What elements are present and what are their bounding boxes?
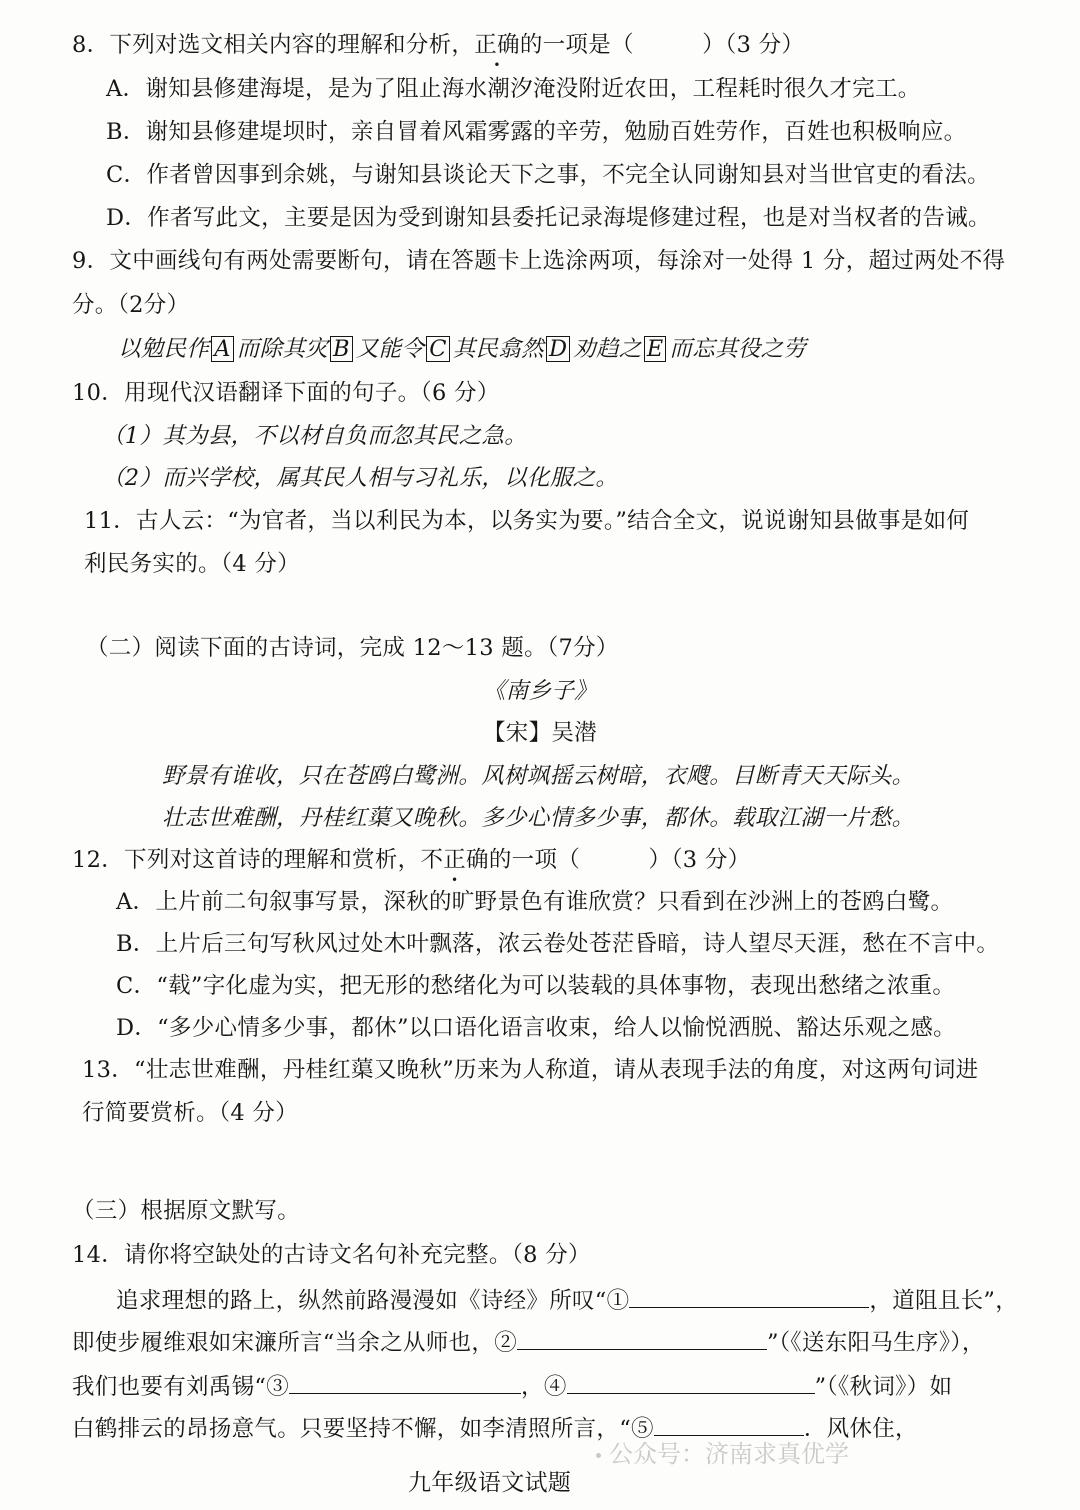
q14-line-1: 追求理想的路上，纵然前路漫漫如《诗经》所叹“① ，道阻且长”， [116, 1285, 1018, 1316]
q12-stem: 12．下列对这首诗的理解和赏析，不正确的一项（ ）（3 分） [72, 847, 751, 873]
q9-stem-line1: 9．文中画线句有两处需要断句，请在答题卡上选涂两项，每涂对一处得 1 分，超过两处不得 [72, 248, 1006, 274]
q12-option-d: D．“多少心情多少事，都休”以口语化语言收束，给人以愉悦洒脱、豁达乐观之感。 [116, 1015, 956, 1041]
q14-line-2: 即使步履维艰如宋濂所言“当余之从师也，② ”（《送东阳马生序》）， [72, 1327, 985, 1358]
q9-choice-a[interactable]: A [211, 336, 234, 362]
q9-choice-b[interactable]: B [330, 336, 353, 362]
q8-stem: 8．下列对选文相关内容的理解和分析，正确的一项是（ ）（3 分） [72, 32, 805, 58]
q8-emphasis: 正确 [474, 32, 520, 58]
watermark: 公众号：济南求真优学 [596, 1434, 849, 1469]
blank-2[interactable] [517, 1327, 767, 1350]
q8-option-c: C．作者曾因事到余姚，与谢知县谈论天下之事，不完全认同谢知县对当世官吏的看法。 [106, 162, 990, 188]
poem-title: 《南乡子》 [482, 678, 597, 704]
q11-stem-line2: 利民务实的。（4 分） [84, 551, 301, 577]
q12-emphasis: 不正确 [420, 847, 489, 873]
q14-stem: 14．请你将空缺处的古诗文名句补充完整。（8 分） [72, 1242, 591, 1268]
footer-title: 九年级语文试题 [408, 1470, 572, 1496]
q12-option-a: A．上片前二句叙事写景，深秋的旷野景色有谁欣赏？只看到在沙洲上的苍鸥白鹭。 [116, 889, 954, 915]
q11-stem-line1: 11．古人云：“为官者，当以利民为本，以务实为要。”结合全文，说说谢知县做事是如何 [84, 508, 970, 534]
q10-sentence-2: （2）而兴学校，属其民人相与习礼乐，以化服之。 [102, 465, 619, 491]
poem-author: 【宋】吴潜 [482, 720, 597, 746]
q13-stem-line2: 行简要赏析。（4 分） [82, 1100, 299, 1126]
q13-stem-line1: 13．“壮志世难酬，丹桂红蕖又晚秋”历来为人称道，请从表现手法的角度，对这两句词进 [82, 1057, 979, 1083]
watermark-icon [596, 1453, 601, 1458]
q10-sentence-1: （1）其为县，不以材自负而忽其民之急。 [102, 423, 528, 449]
q14-line-4: 白鹤排云的昂扬意气。只要坚持不懈，如李清照所言，“⑤ ．风休住， [72, 1413, 918, 1444]
blank-5[interactable] [654, 1413, 804, 1436]
poem-line-2: 壮志世难酬，丹桂红蕖又晚秋。多少心情多少事，都休。载取江湖一片愁。 [162, 805, 915, 831]
q14-line-3: 我们也要有刘禹锡“③ ，④ ”（《秋词》）如 [72, 1371, 952, 1402]
q12-option-b: B．上片后三句写秋风过处木叶飘落，浓云卷处苍茫昏暗，诗人望尽天涯，愁在不言中。 [116, 931, 1000, 957]
q9-choice-e[interactable]: E [644, 336, 667, 362]
blank-3[interactable] [289, 1371, 521, 1394]
q12-option-c: C．“载”字化虚为实，把无形的愁绪化为可以装载的具体事物，表现出愁绪之浓重。 [116, 973, 956, 999]
q8-option-b: B．谢知县修建堤坝时，亲自冒着风霜雾露的辛劳，勉励百姓劳作，百姓也积极响应。 [106, 119, 967, 145]
q8-option-a: A．谢知县修建海堤，是为了阻止海水潮汐淹没附近农田，工程耗时很久才完工。 [106, 76, 921, 102]
poem-line-1: 野景有谁收，只在苍鸥白鹭洲。风树飒摇云树暗，衣飕。目断青天天际头。 [162, 763, 915, 789]
section3-heading: （三）根据原文默写。 [72, 1198, 301, 1224]
q10-stem: 10．用现代汉语翻译下面的句子。（6 分） [72, 380, 500, 406]
q8-option-d: D．作者写此文，主要是因为受到谢知县委托记录海堤修建过程，也是对当权者的告诫。 [106, 205, 991, 231]
q9-sentence: 以勉民作 A 而除其灾 B 又能令 C 其民翕然 D 劝趋之 E 而忘其役之劳 [118, 336, 807, 362]
q9-choice-c[interactable]: C [426, 336, 450, 362]
section2-heading: （二）阅读下面的古诗词，完成 12～13 题。（7分） [86, 635, 619, 661]
blank-1[interactable] [629, 1285, 869, 1308]
q9-choice-d[interactable]: D [546, 336, 570, 362]
blank-4[interactable] [567, 1371, 815, 1394]
q9-stem-line2: 分。（2分） [72, 292, 190, 318]
